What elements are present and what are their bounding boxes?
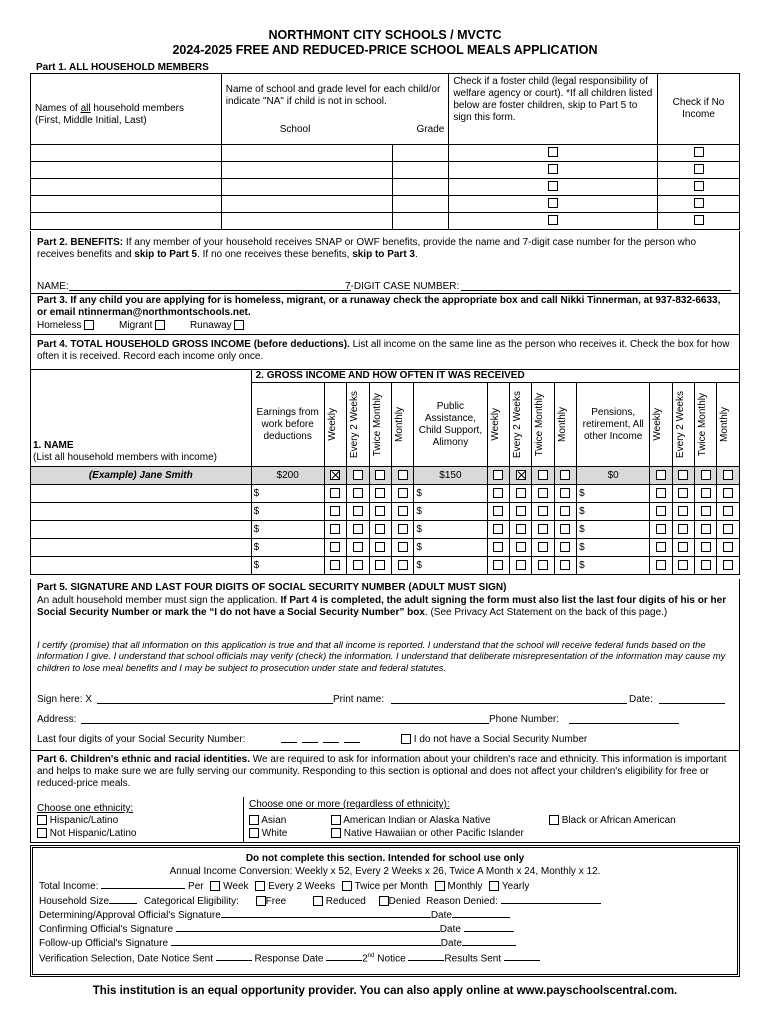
case-number-field[interactable] — [461, 290, 731, 291]
certification-text: I certify (promise) that all information on this application is true and that all income is reported. I understand that the school will receive federal funds based on the information I give. I understand that school officials may verify (check) the information. I understand that deliberate misrepresentation of the information may cause my children to lose meal benefits and I may be subject to prosecution under state and federal statutes. — [37, 639, 726, 673]
per-year-checkbox[interactable] — [489, 881, 499, 891]
per-week-checkbox[interactable] — [210, 881, 220, 891]
member-name-field[interactable] — [31, 162, 222, 179]
income-row[interactable]: $ $ $ — [31, 503, 740, 521]
print-name-field[interactable] — [391, 703, 627, 704]
grade-field[interactable] — [393, 162, 449, 179]
no-income-checkbox[interactable] — [694, 181, 704, 191]
american-indian-checkbox[interactable] — [331, 815, 341, 825]
income-row[interactable]: $ $ $ — [31, 557, 740, 575]
total-income-row: Total Income: Per Week Every 2 Weeks Twice per Month Monthly Yearly — [39, 881, 530, 892]
black-checkbox[interactable] — [549, 815, 559, 825]
address-field[interactable] — [81, 723, 489, 724]
school-field[interactable] — [221, 162, 393, 179]
part5-title: Part 5. SIGNATURE AND LAST FOUR DIGITS OF SOCIAL SECURITY NUMBER (ADULT MUST SIGN) — [37, 582, 507, 593]
public-assistance-header: Public Assistance, Child Support, Alimony — [414, 383, 487, 467]
no-income-checkbox[interactable] — [694, 215, 704, 225]
eligibility-row: Household Size Categorical Eligibility: Free Reduced Denied Reason Denied: — [39, 896, 601, 908]
part6-section: Part 6. Children's ethnic and racial identities. We are required to ask for information about your children's race and ethnicity. This information is important and helps to make sure we are fully serving our community. Responding to this section is optional and does not affect your children's eligibility for free or reduced-price meals. Choose one ethnicity: Hispanic/Latino Not Hispanic/Latino Choose one or more (regardless of ethnicity): Asian White American Indian or Alaska Native Native Hawaiian or other Pacific Islander Black or African American — [30, 751, 740, 843]
member-name-field[interactable] — [31, 145, 222, 162]
grade-field[interactable] — [393, 196, 449, 213]
ssn-field[interactable] — [281, 742, 365, 743]
part5-section: Part 5. SIGNATURE AND LAST FOUR DIGITS OF SOCIAL SECURITY NUMBER (ADULT MUST SIGN) An adult household member must sign the application. If Part 4 is completed, the adult signing the form must also list the last four digits of his or her Social Security Number or mark the “I do not have a Social Security Number” box. (See Privacy Act Statement on the back of this page.) I certify (promise) that all information on this application is true and that all income is reported. I understand that the school will receive federal funds based on the information I give. I understand that school officials may verify (check) the information. I understand that deliberate misrepresentation of the information may cause my children to lose meal benefits and I may be subject to prosecution under state and federal statutes. Sign here: X Print name: Date: Address: Phone Number: Last four digits of your Social Security Number: I do not have a Social Security Number — [30, 579, 740, 751]
white-checkbox[interactable] — [249, 828, 259, 838]
income-table: 1. NAME (List all household members with income) 2. GROSS INCOME AND HOW OFTEN IT WAS RECEIVED Earnings from work before deductions Weekly Every 2 Weeks Twice Monthly Monthly Public Assistance, Child Support, Alimony Weekly Every 2 Weeks Twice Monthly Monthly Pensions, retirement, All other Income Weekly Every 2 Weeks Twice Monthly Monthly (Example) Jane Smith $200 $150 $0 $ $ $ $ $ $ $ $ $ $ $ $ $ $ $ — [30, 369, 740, 575]
part3-text: Part 3. If any child you are applying for is homeless, migrant, or a runaway check the appropriate box and call Nikki Tinnerman, at 937-832-6633, or email ntinnerman@northmontschools.net. — [37, 295, 721, 318]
form-header — [0, 0, 770, 58]
homeless-checkbox[interactable] — [84, 320, 94, 330]
part6-text: Part 6. Children's ethnic and racial identities. We are required to ask for information about your children's race and ethnicity. This information is important and helps to make sure we are fully serving our community. Responding to this section is optional and does not affect your children's eligibility for free or reduced-price meals. — [37, 754, 727, 789]
per-2weeks-checkbox[interactable] — [255, 881, 265, 891]
foster-checkbox[interactable] — [548, 147, 558, 157]
school-header: Name of school and grade level for each child/or indicate "NA" if child is not in school. School Grade — [221, 74, 449, 145]
earnings-header: Earnings from work before deductions — [251, 383, 324, 467]
per-month-checkbox[interactable] — [435, 881, 445, 891]
member-name-field[interactable] — [31, 196, 222, 213]
signature-field[interactable] — [97, 703, 333, 704]
income-row[interactable]: $ $ $ — [31, 539, 740, 557]
office-use-section: Do not complete this section. Intended for school use only Annual Income Conversion: Weekly x 52, Every 2 Weeks x 26, Twice A Month x 24, Monthly x 12. Total Income: Per Week Every 2 Weeks Twice per Month Monthly Yearly Household Size Categorical Eligibility: Free Reduced Denied Reason Denied: Determining/Approval Official's Signature Date Confirming Official's Signature Date Follow-up Official's Signature Date Verification Selection, Date Notice Sent Response Date 2nd Notice Results Sent — [30, 845, 740, 977]
foster-checkbox[interactable] — [548, 164, 558, 174]
district-title: NORTHMONT CITY SCHOOLS / MVCTC — [268, 28, 502, 42]
denied-checkbox[interactable] — [379, 896, 389, 906]
reduced-checkbox[interactable] — [313, 896, 323, 906]
no-ssn-checkbox[interactable] — [401, 734, 411, 744]
not-hispanic-checkbox[interactable] — [37, 828, 47, 838]
date-field[interactable] — [659, 703, 725, 704]
grade-field[interactable] — [393, 213, 449, 230]
part2-text: Part 2. BENEFITS: If any member of your household receives SNAP or OWF benefits, provide the name and 7-digit case number for the person who receives benefits and skip to Part 5. If no one receives these benefits, skip to Part 3. — [37, 237, 697, 260]
hispanic-checkbox[interactable] — [37, 815, 47, 825]
part2-name-label: NAME: — [37, 281, 69, 292]
runaway-checkbox[interactable] — [234, 320, 244, 330]
benefit-name-field[interactable] — [69, 290, 351, 291]
member-name-field[interactable] — [31, 179, 222, 196]
gross-income-header: 2. GROSS INCOME AND HOW OFTEN IT WAS RECEIVED — [251, 370, 739, 383]
free-checkbox[interactable] — [256, 896, 266, 906]
grade-field[interactable] — [393, 179, 449, 196]
member-name-field[interactable] — [31, 213, 222, 230]
part5-instructions: An adult household member must sign the application. If Part 4 is completed, the adult signing the form must also list the last four digits of his or her Social Security Number or mark the “I do not have a Social Security Number” box. (See Privacy Act Statement on the back of this page.) — [37, 595, 727, 618]
native-hawaiian-checkbox[interactable] — [331, 828, 341, 838]
form-title: 2024-2025 FREE AND REDUCED-PRICE SCHOOL MEALS APPLICATION — [172, 43, 598, 57]
part2-part3-section — [30, 231, 740, 335]
income-name-header: 1. NAME (List all household members with income) — [31, 370, 252, 467]
example-row: (Example) Jane Smith $200 $150 $0 — [31, 467, 740, 485]
footer-statement: This institution is an equal opportunity provider. You can also apply online at www.payschoolscentral.com. — [92, 985, 678, 997]
income-row[interactable]: $ $ $ — [31, 521, 740, 539]
per-twice-checkbox[interactable] — [342, 881, 352, 891]
foster-checkbox[interactable] — [548, 181, 558, 191]
no-income-checkbox[interactable] — [694, 198, 704, 208]
names-header: Names of all household members (First, Middle Initial, Last) — [31, 74, 222, 145]
no-ssn-option: I do not have a Social Security Number — [401, 734, 587, 746]
school-field[interactable] — [221, 179, 393, 196]
school-field[interactable] — [221, 196, 393, 213]
case-number-label: 7-DIGIT CASE NUMBER: — [345, 281, 460, 292]
phone-field[interactable] — [569, 723, 679, 724]
migrant-checkbox[interactable] — [155, 320, 165, 330]
asian-checkbox[interactable] — [249, 815, 259, 825]
part1-section — [30, 61, 740, 230]
foster-checkbox[interactable] — [548, 198, 558, 208]
no-income-header: Check if No Income — [658, 74, 740, 145]
no-income-checkbox[interactable] — [694, 147, 704, 157]
pensions-header: Pensions, retirement, All other Income — [577, 383, 650, 467]
foster-header: Check if a foster child (legal responsibility of welfare agency or court). *If all children listed below are foster children, skip to Part 5 to sign this form. — [449, 74, 658, 145]
income-row[interactable]: $ $ $ — [31, 485, 740, 503]
part1-table — [30, 73, 740, 230]
part4-intro: Part 4. TOTAL HOUSEHOLD GROSS INCOME (before deductions). List all income on the same line as the person who receives it. Check the box for how often it is received. Record each income only once. — [30, 335, 740, 369]
no-income-checkbox[interactable] — [694, 164, 704, 174]
foster-checkbox[interactable] — [548, 215, 558, 225]
school-field[interactable] — [221, 213, 393, 230]
school-field[interactable] — [221, 145, 393, 162]
part3-options: Homeless Migrant Runaway — [37, 320, 244, 332]
part1-title: Part 1. ALL HOUSEHOLD MEMBERS — [36, 62, 209, 73]
grade-field[interactable] — [393, 145, 449, 162]
